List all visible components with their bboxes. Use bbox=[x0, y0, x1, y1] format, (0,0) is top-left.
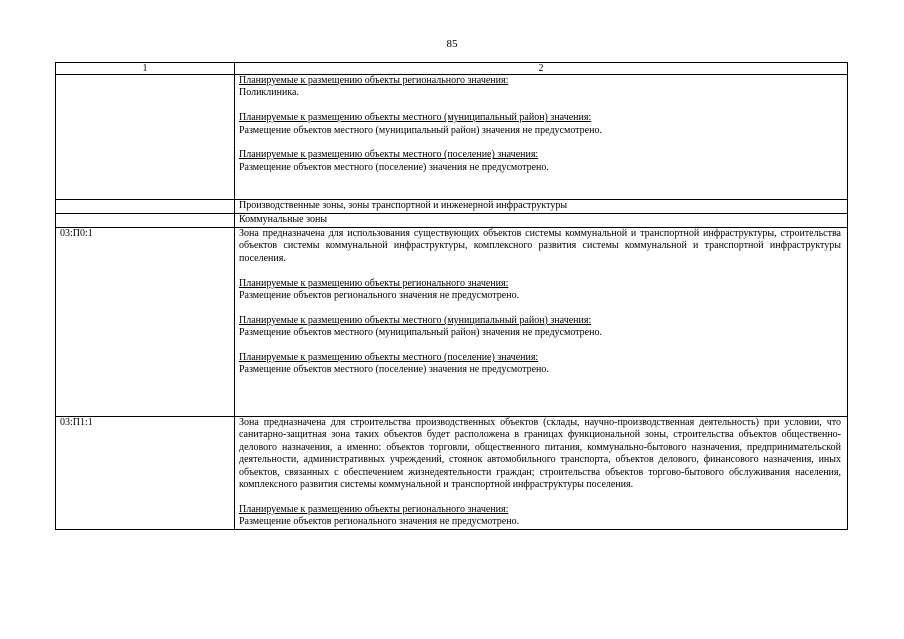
planned-text: Поликлиника. bbox=[239, 87, 299, 99]
zone-description: Зона предназначена для использования существующих объектов системы коммунальной и транспортной инфраструктуры, строительства объектов системы коммунальной инфраструктуры, комплексного развития системы коммунальной и транспортной инфраструктуры поселения. bbox=[239, 228, 841, 264]
section-title: Производственные зоны, зоны транспортной и инженерной инфраструктуры bbox=[235, 200, 848, 214]
planned-heading: Планируемые к размещению объекты местного (муниципальный район) значения: bbox=[239, 112, 592, 124]
zone-code-cell: 03:П0:1 bbox=[56, 228, 235, 417]
zone-content-cell bbox=[235, 228, 848, 417]
zone-description: Зона предназначена для строительства производственных объектов (склады, научно-производственная деятельность) при условии, что санитарно-защитная зона таких объектов будет расположена в границах функциональной зоны, строительства объектов общественно-делового назначения, а именно: объектов торговли, общественного питания, коммунально-бытового назначения, предпринимательской деятельности, административных учреждений, стоянок автомобильного транспорта, объектов делового, финансового назначения, иных объектов, связанных с обеспечением жизнедеятельности граждан; строительства объектов торгово-бытового обслуживания населения, комплексного развития системы коммунальной и транспортной инфраструктуры поселения. bbox=[239, 417, 841, 491]
planned-heading: Планируемые к размещению объекты регионального значения: bbox=[239, 277, 509, 289]
planned-heading: Планируемые к размещению объекты регионального значения: bbox=[239, 75, 509, 86]
planned-heading: Планируемые к размещению объекты местного (муниципальный район) значения: bbox=[239, 314, 592, 326]
planned-heading: Планируемые к размещению объекты регионального значения: bbox=[239, 503, 509, 515]
section-row bbox=[56, 200, 848, 214]
table-row bbox=[56, 75, 848, 200]
planned-text: Размещение объектов местного (поселение) значения не предусмотрено. bbox=[239, 364, 549, 376]
zone-code-cell bbox=[56, 75, 235, 200]
planned-text: Размещение объектов регионального значения не предусмотрено. bbox=[239, 290, 520, 302]
table-row bbox=[56, 228, 848, 417]
page-number: 85 bbox=[446, 38, 458, 50]
zone-content-cell bbox=[235, 75, 848, 200]
planned-heading: Планируемые к размещению объекты местного (поселение) значения: bbox=[239, 149, 539, 161]
planned-text: Размещение объектов местного (муниципальный район) значения не предусмотрено. bbox=[239, 124, 602, 136]
zone-content-cell bbox=[235, 417, 848, 530]
planned-text: Размещение объектов регионального значения не предусмотрено. bbox=[239, 516, 520, 528]
planned-text: Размещение объектов местного (поселение) значения не предусмотрено. bbox=[239, 161, 549, 173]
zone-code-cell: 03:П1:1 bbox=[56, 417, 235, 530]
zones-table bbox=[55, 62, 848, 530]
planned-heading: Планируемые к размещению объекты местного (поселение) значения: bbox=[239, 352, 539, 364]
subsection-title: Коммунальные зоны bbox=[235, 214, 848, 228]
table-header-row bbox=[56, 63, 848, 75]
planned-text: Размещение объектов местного (муниципальный район) значения не предусмотрено. bbox=[239, 327, 602, 339]
column-header-1: 1 bbox=[56, 63, 235, 75]
table-row bbox=[56, 417, 848, 530]
subsection-row bbox=[56, 214, 848, 228]
column-header-2: 2 bbox=[235, 63, 848, 75]
